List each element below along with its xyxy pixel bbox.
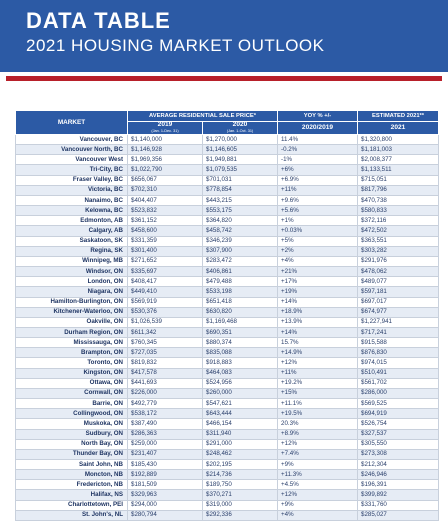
price-2019-cell: $1,022,790 [128,165,203,175]
price-2020-cell: $458,742 [203,226,278,236]
yoy-cell: 20.3% [278,419,358,429]
market-cell: Sudbury, ON [16,429,128,439]
price-2019-cell: $181,509 [128,480,203,490]
price-2020-cell: $464,083 [203,368,278,378]
market-cell: Victoria, BC [16,185,128,195]
header-2020-period: (Jan. 1-Oct. 31) [226,129,254,133]
page-title: DATA TABLE [26,8,171,33]
price-2020-cell: $346,239 [203,236,278,246]
price-2020-cell: $1,079,535 [203,165,278,175]
price-2019-cell: $656,067 [128,175,203,185]
price-2019-cell: $271,652 [128,256,203,266]
price-2020-cell: $364,820 [203,216,278,226]
table-row [16,327,439,337]
table-row [16,338,439,348]
yoy-cell: +9% [278,460,358,470]
estimated-2021-cell: $697,017 [358,297,439,307]
price-2020-cell: $311,940 [203,429,278,439]
table-row [16,399,439,409]
price-2020-cell: $651,418 [203,297,278,307]
table-row [16,348,439,358]
price-2019-cell: $523,832 [128,206,203,216]
estimated-2021-cell: $291,976 [358,256,439,266]
yoy-cell: +7.4% [278,449,358,459]
price-2020-cell: $248,462 [203,449,278,459]
price-2020-cell: $370,271 [203,490,278,500]
price-2020-cell: $1,949,881 [203,155,278,165]
price-2020-cell: $1,270,000 [203,135,278,145]
estimated-2021-cell: $399,892 [358,490,439,500]
price-2019-cell: $280,794 [128,510,203,520]
market-cell: Cornwall, ON [16,388,128,398]
price-2019-cell: $231,407 [128,449,203,459]
market-cell: Nanaimo, BC [16,195,128,205]
market-cell: Edmonton, AB [16,216,128,226]
table-row [16,165,439,175]
yoy-cell: +0.03% [278,226,358,236]
market-cell: Muskoka, ON [16,419,128,429]
table-body [16,135,439,521]
price-2019-cell: $449,410 [128,287,203,297]
table-row [16,378,439,388]
yoy-cell: +14% [278,327,358,337]
table-row [16,135,439,145]
price-2019-cell: $538,172 [128,409,203,419]
price-2019-cell: $1,146,928 [128,145,203,155]
price-2020-cell: $1,169,468 [203,317,278,327]
price-2020-cell: $291,000 [203,439,278,449]
table-row [16,216,439,226]
header-avg-price: AVERAGE RESIDENTIAL SALE PRICE* [128,111,278,122]
table-row [16,155,439,165]
estimated-2021-cell: $372,116 [358,216,439,226]
estimated-2021-cell: $303,282 [358,246,439,256]
price-2020-cell: $292,336 [203,510,278,520]
estimated-2021-cell: $286,000 [358,388,439,398]
price-2020-cell: $466,154 [203,419,278,429]
market-cell: Moncton, NB [16,470,128,480]
table-row [16,368,439,378]
table-row [16,277,439,287]
market-cell: Oakville, ON [16,317,128,327]
price-2019-cell: $335,697 [128,267,203,277]
market-cell: Vancouver North, BC [16,145,128,155]
market-cell: Winnipeg, MB [16,256,128,266]
table-row [16,480,439,490]
yoy-cell: +5% [278,236,358,246]
yoy-cell: +19.5% [278,409,358,419]
estimated-2021-cell: $1,181,003 [358,145,439,155]
yoy-cell: +4.5% [278,480,358,490]
estimated-2021-cell: $285,027 [358,510,439,520]
market-cell: St. John's, NL [16,510,128,520]
price-2019-cell: $286,363 [128,429,203,439]
price-2020-cell: $630,820 [203,307,278,317]
yoy-cell: +12% [278,358,358,368]
page-subtitle: 2021 HOUSING MARKET OUTLOOK [26,36,325,55]
estimated-2021-cell: $212,304 [358,460,439,470]
yoy-cell: +11.3% [278,470,358,480]
price-2019-cell: $192,889 [128,470,203,480]
table-row [16,449,439,459]
table-row [16,246,439,256]
header-estimated-sub: 2021 [358,122,439,135]
estimated-2021-cell: $715,051 [358,175,439,185]
yoy-cell: +2% [278,246,358,256]
table-row [16,358,439,368]
table-row [16,429,439,439]
market-cell: Saskatoon, SK [16,236,128,246]
market-cell: Durham Region, ON [16,327,128,337]
estimated-2021-cell: $974,015 [358,358,439,368]
estimated-2021-cell: $1,320,800 [358,135,439,145]
market-cell: Windsor, ON [16,267,128,277]
price-2019-cell: $702,310 [128,185,203,195]
price-2019-cell: $1,026,539 [128,317,203,327]
table-row [16,490,439,500]
price-2020-cell: $202,195 [203,460,278,470]
market-cell: Niagara, ON [16,287,128,297]
estimated-2021-cell: $246,946 [358,470,439,480]
yoy-cell: 11.4% [278,135,358,145]
market-cell: Mississauga, ON [16,338,128,348]
market-cell: Fraser Valley, BC [16,175,128,185]
price-2020-cell: $553,175 [203,206,278,216]
market-cell: London, ON [16,277,128,287]
price-2020-cell: $643,444 [203,409,278,419]
market-cell: Ottawa, ON [16,378,128,388]
yoy-cell: +4% [278,510,358,520]
price-2019-cell: $301,400 [128,246,203,256]
market-cell: Vancouver West [16,155,128,165]
price-2020-cell: $533,198 [203,287,278,297]
price-2020-cell: $260,000 [203,388,278,398]
estimated-2021-cell: $597,181 [358,287,439,297]
price-2019-cell: $417,578 [128,368,203,378]
price-2019-cell: $259,000 [128,439,203,449]
market-cell: Thunder Bay, ON [16,449,128,459]
price-2019-cell: $611,342 [128,327,203,337]
table-row [16,439,439,449]
yoy-cell: +6% [278,165,358,175]
estimated-2021-cell: $331,760 [358,500,439,510]
estimated-2021-cell: $717,241 [358,327,439,337]
table-row [16,287,439,297]
price-2019-cell: $727,035 [128,348,203,358]
yoy-cell: +18.9% [278,307,358,317]
price-2020-cell: $524,956 [203,378,278,388]
yoy-cell: 15.7% [278,338,358,348]
yoy-cell: +6.9% [278,175,358,185]
price-2019-cell: $404,407 [128,195,203,205]
price-2020-cell: $214,736 [203,470,278,480]
table-row [16,297,439,307]
yoy-cell: +14% [278,297,358,307]
price-2019-cell: $492,779 [128,399,203,409]
yoy-cell: +8.9% [278,429,358,439]
estimated-2021-cell: $915,588 [358,338,439,348]
table-row [16,500,439,510]
yoy-cell: +15% [278,388,358,398]
yoy-cell: +12% [278,490,358,500]
estimated-2021-cell: $470,738 [358,195,439,205]
market-cell: Charlottetown, PEI [16,500,128,510]
price-2019-cell: $760,345 [128,338,203,348]
market-cell: Calgary, AB [16,226,128,236]
market-cell: Tri-City, BC [16,165,128,175]
estimated-2021-cell: $674,977 [358,307,439,317]
yoy-cell: +11% [278,185,358,195]
price-2020-cell: $189,750 [203,480,278,490]
table-row [16,267,439,277]
price-2019-cell: $1,140,000 [128,135,203,145]
estimated-2021-cell: $489,077 [358,277,439,287]
price-2020-cell: $307,900 [203,246,278,256]
table-row [16,388,439,398]
price-2020-cell: $443,215 [203,195,278,205]
market-cell: Fredericton, NB [16,480,128,490]
header-market: MARKET [16,111,128,135]
estimated-2021-cell: $196,391 [358,480,439,490]
yoy-cell: +9% [278,500,358,510]
yoy-cell: +19% [278,287,358,297]
price-2019-cell: $530,376 [128,307,203,317]
header-yoy-sub: 2020/2019 [278,122,358,135]
price-2019-cell: $294,000 [128,500,203,510]
page-header [0,0,448,72]
estimated-2021-cell: $305,550 [358,439,439,449]
estimated-2021-cell: $526,754 [358,419,439,429]
price-2019-cell: $1,969,356 [128,155,203,165]
table-row [16,145,439,155]
estimated-2021-cell: $363,551 [358,236,439,246]
market-cell: Hamilton-Burlington, ON [16,297,128,307]
price-2020-cell: $778,854 [203,185,278,195]
price-2019-cell: $226,000 [128,388,203,398]
price-2020-cell: $835,088 [203,348,278,358]
price-2019-cell: $408,417 [128,277,203,287]
estimated-2021-cell: $510,491 [358,368,439,378]
market-cell: North Bay, ON [16,439,128,449]
estimated-2021-cell: $1,133,511 [358,165,439,175]
table-row [16,256,439,266]
table-row [16,460,439,470]
estimated-2021-cell: $1,227,941 [358,317,439,327]
yoy-cell: -0.2% [278,145,358,155]
price-2020-cell: $701,031 [203,175,278,185]
table-row [16,510,439,520]
market-cell: Brampton, ON [16,348,128,358]
yoy-cell: -1% [278,155,358,165]
price-2020-cell: $283,472 [203,256,278,266]
price-2019-cell: $569,919 [128,297,203,307]
price-2020-cell: $1,146,605 [203,145,278,155]
yoy-cell: +13.9% [278,317,358,327]
market-cell: Halifax, NS [16,490,128,500]
yoy-cell: +11% [278,368,358,378]
price-2019-cell: $441,693 [128,378,203,388]
estimated-2021-cell: $569,525 [358,399,439,409]
table-row [16,236,439,246]
yoy-cell: +12% [278,439,358,449]
table-row [16,185,439,195]
market-cell: Vancouver, BC [16,135,128,145]
header-2019-year: 2019 [157,121,173,128]
header-estimated: ESTIMATED 2021** [358,111,439,122]
yoy-cell: +21% [278,267,358,277]
market-cell: Regina, SK [16,246,128,256]
header-2019-period: (Jan. 1-Dec. 31) [151,129,179,133]
market-cell: Kitchener-Waterloo, ON [16,307,128,317]
price-2020-cell: $547,621 [203,399,278,409]
table-row [16,317,439,327]
market-cell: Collingwood, ON [16,409,128,419]
table-row [16,195,439,205]
yoy-cell: +14.9% [278,348,358,358]
header-2020 [203,122,278,135]
price-2019-cell: $387,490 [128,419,203,429]
estimated-2021-cell: $817,796 [358,185,439,195]
estimated-2021-cell: $273,308 [358,449,439,459]
header-yoy: YOY % +/- [278,111,358,122]
table-row [16,307,439,317]
price-2019-cell: $458,600 [128,226,203,236]
price-2020-cell: $880,374 [203,338,278,348]
table-row [16,470,439,480]
estimated-2021-cell: $561,702 [358,378,439,388]
data-table-container [15,110,438,521]
yoy-cell: +17% [278,277,358,287]
price-2020-cell: $479,488 [203,277,278,287]
price-2019-cell: $819,832 [128,358,203,368]
price-2020-cell: $918,883 [203,358,278,368]
estimated-2021-cell: $876,830 [358,348,439,358]
price-2020-cell: $690,351 [203,327,278,337]
estimated-2021-cell: $694,919 [358,409,439,419]
table-row [16,175,439,185]
price-2019-cell: $361,152 [128,216,203,226]
market-cell: Toronto, ON [16,358,128,368]
housing-data-table [15,110,439,521]
table-row [16,409,439,419]
market-cell: Kingston, ON [16,368,128,378]
divider-rule [6,76,442,81]
estimated-2021-cell: $472,502 [358,226,439,236]
estimated-2021-cell: $580,833 [358,206,439,216]
yoy-cell: +1% [278,216,358,226]
table-row [16,206,439,216]
estimated-2021-cell: $478,062 [358,267,439,277]
yoy-cell: +19.2% [278,378,358,388]
yoy-cell: +4% [278,256,358,266]
estimated-2021-cell: $327,537 [358,429,439,439]
yoy-cell: +11.1% [278,399,358,409]
estimated-2021-cell: $2,008,377 [358,155,439,165]
price-2019-cell: $185,430 [128,460,203,470]
price-2020-cell: $319,000 [203,500,278,510]
price-2019-cell: $331,359 [128,236,203,246]
market-cell: Barrie, ON [16,399,128,409]
header-2019 [128,122,203,135]
price-2020-cell: $406,861 [203,267,278,277]
price-2019-cell: $329,963 [128,490,203,500]
table-row [16,419,439,429]
header-2020-year: 2020 [232,121,248,128]
market-cell: Saint John, NB [16,460,128,470]
table-row [16,226,439,236]
yoy-cell: +5.6% [278,206,358,216]
market-cell: Kelowna, BC [16,206,128,216]
yoy-cell: +9.6% [278,195,358,205]
